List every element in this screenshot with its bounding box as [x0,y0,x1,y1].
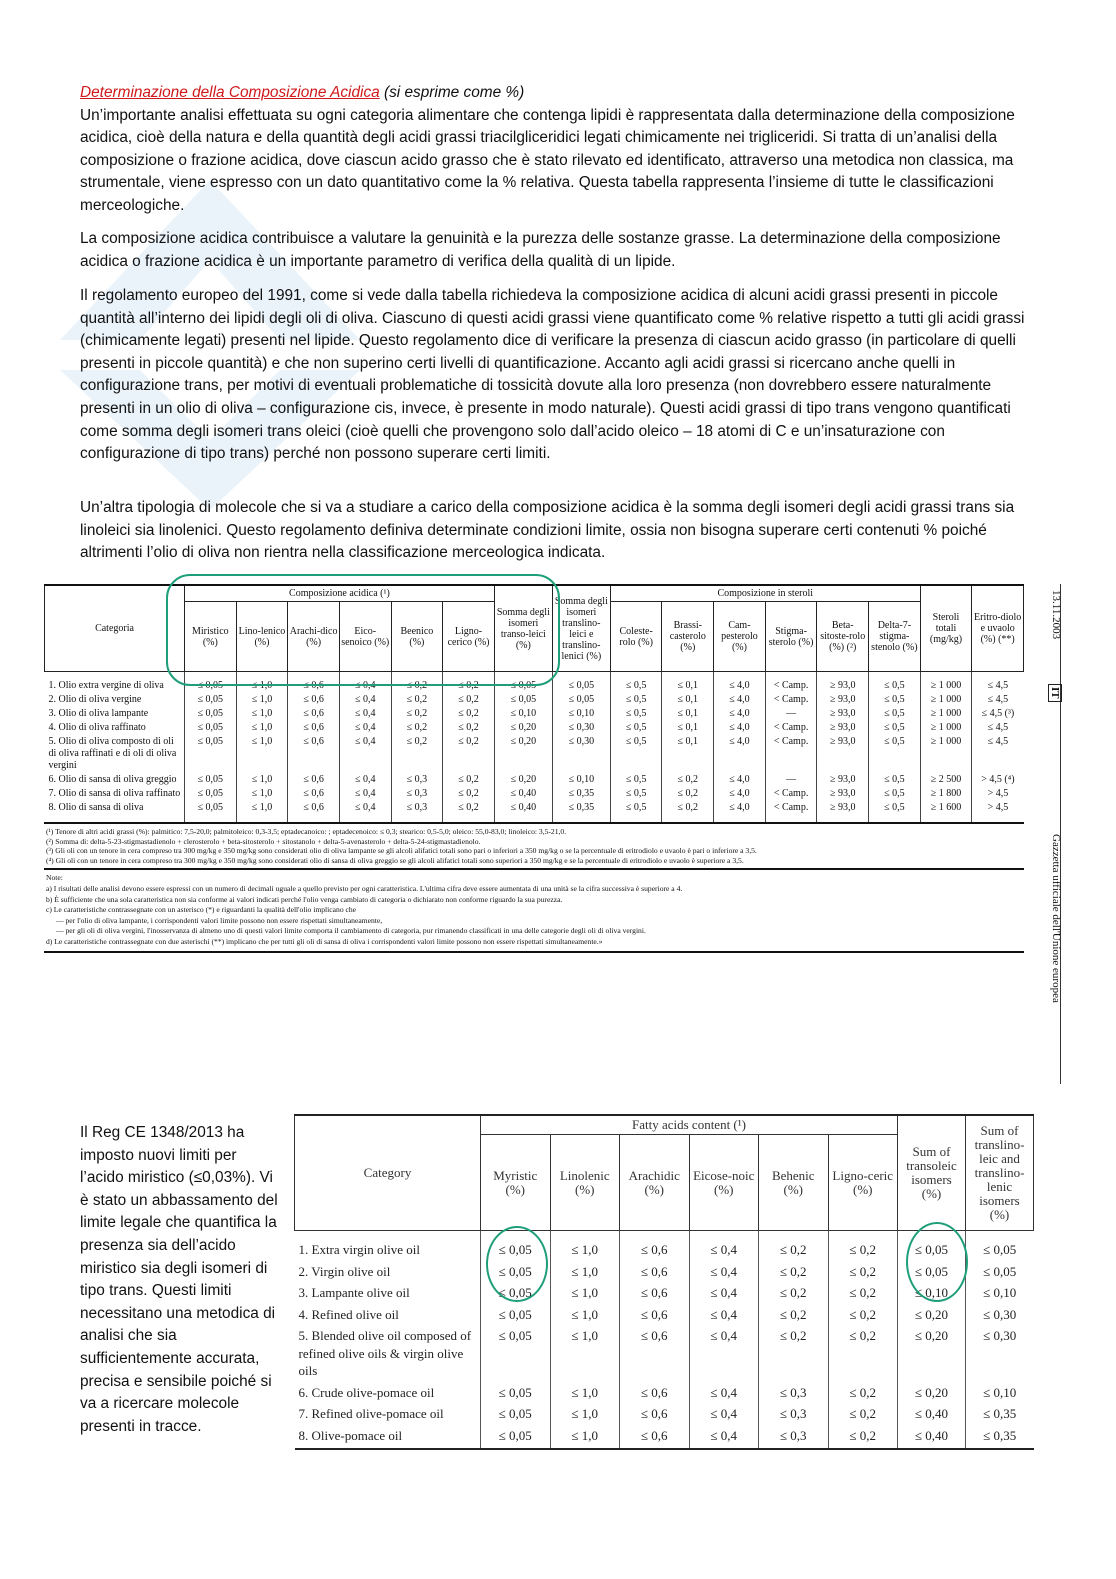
t1-sterols-group-header: Composizione in steroli [610,585,920,602]
t1-footnotes [44,822,1024,870]
side-journal: Gazzetta ufficiale dell'Unione europea [1050,834,1062,1003]
t1-cell: ≤ 4,5 (³) [972,707,1024,721]
t1-row-category: 3. Olio di oliva lampante [48,708,149,719]
t1-cell: ≤ 0,2 [662,801,714,822]
t2-row [295,1382,1034,1404]
t1-cell: < Camp. [765,787,817,801]
t1-cell: ≤ 0,5 [610,672,662,694]
t1-cell: ≤ 0,05 [552,672,610,694]
t2-cell: ≤ 0,2 [828,1282,898,1304]
t1-row [45,801,1024,822]
t2-category-header: Category [295,1115,481,1231]
t1-col-12: Beta-sitoste-rolo (%) (²) [817,602,869,672]
t1-row [45,693,1024,707]
t1-col-6: Somma degli isomeri transo-leici (%) [494,585,552,672]
t1-cell: ≤ 4,0 [714,801,766,822]
t2-cell: ≤ 0,20 [898,1382,966,1404]
t1-note: a) I risultati delle analisi devono essere espressi con un numero di decimali uguale a quello previsto per ogni caratteristica. L'ultima cifra deve essere aumentata di una unità se la cifra successiva è superiore a 4. [46,883,683,893]
paragraph-4-block [80,497,1030,572]
t2-cell: ≤ 0,4 [689,1403,759,1425]
highlight-circle-acid-group [166,574,560,686]
t1-cell: ≤ 0,1 [662,735,714,773]
t2-group-header: Fatty acids content (¹) [481,1115,898,1135]
t1-cell: ≤ 0,05 [494,693,552,707]
t1-category-header: Categoria [45,585,185,672]
t1-cell: ≤ 1,0 [236,721,288,735]
t1-cell: ≤ 4,5 [972,693,1024,707]
t1-cell: > 4,5 [972,787,1024,801]
t1-cell: ≤ 0,3 [391,773,443,787]
t1-acid-group-header: Composizione acidica (¹) [185,585,495,602]
t1-cell: — [765,707,817,721]
t1-cell: ≥ 93,0 [817,773,869,787]
t1-cell: ≤ 0,20 [494,735,552,773]
t1-row [45,735,1024,773]
t2-row-category: 2. Virgin olive oil [298,1263,391,1279]
t1-cell: ≤ 0,20 [494,721,552,735]
t1-cell: < Camp. [765,693,817,707]
t1-cell: ≤ 1,0 [236,707,288,721]
t1-cell: ≤ 0,5 [869,707,921,721]
t2-cell: ≤ 0,05 [898,1261,966,1283]
t2-cell: ≤ 0,6 [620,1325,690,1382]
t2-cell: ≤ 0,3 [759,1403,829,1425]
t1-row [45,773,1024,787]
t1-cell: ≤ 0,4 [339,787,391,801]
t1-cell: ≤ 0,05 [185,693,237,707]
t1-cell: ≤ 4,0 [714,672,766,694]
reg-2013-text: Il Reg CE 1348/2013 ha imposto nuovi limiti per l’acido miristico (≤0,03%). Vi è stato un abbassamento del limite legale che quantifica la presenza sia dell’acido miristico sia degli isomeri di tipo trans. Questi limiti necessitano una metodica di analisi che sia sufficientemente accurata, precisa e sensibile poiché si va a ricercare molecole presenti in tracce. [80,1124,278,1435]
t1-cell: ≤ 4,0 [714,693,766,707]
t1-cell: ≤ 0,5 [869,801,921,822]
t1-cell: ≤ 0,6 [288,735,340,773]
t2-cell: ≤ 1,0 [550,1382,620,1404]
t2-cell: ≤ 0,05 [481,1382,551,1404]
paragraph-3-block [80,285,1030,473]
t2-cell: ≤ 0,3 [759,1425,829,1450]
t2-cell: ≤ 0,05 [898,1231,966,1261]
t1-cell: ≤ 4,5 [972,735,1024,773]
t1-footnote: (³) Gli oli con un tenore in cera compreso tra 300 mg/kg e 350 mg/kg sono considerati olio di oliva lampante se gli alcoli alifatici totali sono pari o inferiori a 350 mg/kg o se la percentuale di eritrodiolo e uvaolo è pari o inferiore a 3,5. [46,846,757,856]
t2-cell: ≤ 0,6 [620,1282,690,1304]
t1-row [45,721,1024,735]
t2-cell: ≤ 0,35 [966,1425,1034,1450]
t1-cell: ≤ 4,5 [972,721,1024,735]
t2-col-7: Sum of translino-leic and translino-lenic isomers (%) [966,1115,1034,1231]
t1-cell: ≤ 4,0 [714,721,766,735]
t1-cell: ≤ 0,2 [443,721,495,735]
t2-cell: ≤ 0,30 [966,1325,1034,1382]
t2-cell: ≤ 0,6 [620,1425,690,1450]
t1-cell: < Camp. [765,801,817,822]
t1-row-category: 2. Olio di oliva vergine [48,694,142,705]
t1-cell: ≤ 1,0 [236,693,288,707]
t2-cell: ≤ 0,2 [759,1282,829,1304]
t1-row [45,707,1024,721]
paragraph-2: La composizione acidica contribuisce a valutare la genuinità e la purezza delle sostanze grasse. La determinazione della composizione acidica o frazione acidica è un importante parametro di verifica della qualità di un lipide. [80,230,1001,270]
t1-note: d) Le caratteristiche contrassegnate con due asterischi (**) implicano che per tutti gli oli di sansa di oliva i corrispondenti valori limite possono non essere rispettati simultaneamente.» [46,936,603,946]
t1-cell: ≤ 4,0 [714,773,766,787]
t1-row-category: 7. Olio di sansa di oliva raffinato [48,788,181,799]
t1-cell: ≤ 0,5 [610,693,662,707]
t1-cell: ≤ 0,05 [185,707,237,721]
t1-row [45,787,1024,801]
t1-col-14: Steroli totali (mg/kg) [920,585,972,672]
t2-cell: ≤ 0,2 [828,1325,898,1382]
t1-cell: ≤ 0,2 [391,707,443,721]
t1-cell: ≤ 1,0 [236,787,288,801]
t2-col-1: Linolenic (%) [550,1135,620,1231]
intro-text [80,82,1030,218]
t1-cell: ≤ 0,3 [391,787,443,801]
t1-cell: ≤ 0,05 [185,773,237,787]
t2-col-6: Sum of transoleic isomers (%) [898,1115,966,1231]
t2-row [295,1325,1034,1382]
t1-cell: ≥ 93,0 [817,707,869,721]
t2-cell: ≤ 0,35 [966,1403,1034,1425]
t1-cell: > 4,5 [972,801,1024,822]
t1-cell: ≤ 1,0 [236,801,288,822]
side-lang: IT [1048,684,1062,702]
t2-cell: ≤ 0,4 [689,1425,759,1450]
t2-cell: ≤ 1,0 [550,1403,620,1425]
t1-col-8: Coleste-rolo (%) [610,602,662,672]
t1-cell: ≥ 1 000 [920,672,972,694]
t2-cell: ≤ 0,05 [481,1304,551,1326]
t1-cell: ≤ 0,6 [288,801,340,822]
t2-row-category: 4. Refined olive oil [298,1306,399,1322]
t1-note: c) Le caratteristiche contrassegnate con un asterisco (*) e riguardanti la qualità dell'olio implicano che [46,905,357,915]
t2-cell: ≤ 0,05 [481,1403,551,1425]
t1-cell: ≤ 0,1 [662,672,714,694]
t1-cell: < Camp. [765,672,817,694]
t1-cell: ≥ 93,0 [817,787,869,801]
t1-col-9: Brassi-casterolo (%) [662,602,714,672]
t1-cell: ≥ 1 800 [920,787,972,801]
t1-col-13: Delta-7-stigma-stenolo (%) [869,602,921,672]
t1-cell: ≤ 0,05 [185,787,237,801]
t1-cell: ≤ 0,20 [494,773,552,787]
t1-cell: ≥ 1 000 [920,735,972,773]
t2-cell: ≤ 0,2 [759,1325,829,1382]
t2-cell: ≤ 0,2 [828,1403,898,1425]
t1-cell: ≤ 0,05 [185,735,237,773]
t2-col-5: Ligno-ceric (%) [828,1135,898,1231]
t1-cell: ≤ 0,2 [391,672,443,694]
t2-cell: ≤ 0,20 [898,1325,966,1382]
t1-cell: ≤ 0,6 [288,672,340,694]
t2-cell: ≤ 1,0 [550,1325,620,1382]
t2-cell: ≤ 0,2 [828,1382,898,1404]
t1-cell: ≤ 0,6 [288,773,340,787]
t1-col-3: Eico-senoico (%) [339,602,391,672]
t1-cell: ≥ 93,0 [817,801,869,822]
t2-cell: ≤ 0,2 [828,1304,898,1326]
t1-cell: ≤ 0,4 [339,672,391,694]
t1-cell: ≤ 0,05 [494,672,552,694]
t2-cell: ≤ 0,2 [759,1304,829,1326]
t1-cell: ≤ 0,6 [288,721,340,735]
t1-col-0: Miristico (%) [185,602,237,672]
t1-col-15: Eritro-diolo e uvaolo (%) (**) [972,585,1024,672]
t1-cell: ≤ 0,4 [339,721,391,735]
t2-cell: ≤ 0,2 [828,1425,898,1450]
t1-cell: ≤ 0,5 [869,773,921,787]
t1-cell: ≤ 0,40 [494,801,552,822]
t2-row [295,1304,1034,1326]
t2-col-0: Myristic (%) [481,1135,551,1231]
t1-cell: ≤ 0,5 [869,735,921,773]
t1-cell: ≤ 0,2 [443,693,495,707]
section-subtitle: (si esprime come %) [379,84,525,101]
t1-cell: ≤ 0,4 [339,735,391,773]
t2-cell: ≤ 0,05 [966,1231,1034,1261]
t1-row-category: 4. Olio di oliva raffinato [48,722,146,733]
t1-note: — per gli oli di oliva vergini, l'inosservanza di almeno uno di questi valori limite comporta il cambiamento di categoria, pur rimanendo classificati in una delle categorie degli oli di oliva vergini. [56,926,646,936]
side-date: 13.11.2003 [1050,590,1062,640]
t1-col-11: Stigma-sterolo (%) [765,602,817,672]
t1-cell: ≥ 93,0 [817,735,869,773]
t1-cell: ≤ 4,0 [714,735,766,773]
t1-cell: ≥ 1 000 [920,721,972,735]
t1-cell: ≤ 4,0 [714,787,766,801]
t1-footnote: (²) Somma di: delta-5-23-stigmastadienolo + clerosterolo + beta-sitosterolo + sitostanolo + delta-5-avenasterolo + delta-5-24-stigmastadienolo. [46,836,481,846]
t1-cell: > 4,5 (⁴) [972,773,1024,787]
t1-cell: ≤ 0,10 [552,773,610,787]
t2-cell: ≤ 1,0 [550,1231,620,1261]
t2-cell: ≤ 0,05 [481,1425,551,1450]
t1-cell: ≤ 0,2 [443,672,495,694]
t2-row-category: 3. Lampante olive oil [298,1285,410,1300]
t1-cell: ≤ 0,2 [391,693,443,707]
t1-cell: ≥ 2 500 [920,773,972,787]
t2-row-category: 5. Blended olive oil composed of refined olive oils & virgin olive oils [298,1328,472,1378]
t2-cell: ≤ 0,10 [966,1282,1034,1304]
t1-cell: ≤ 0,5 [869,672,921,694]
t2-cell: ≤ 0,4 [689,1382,759,1404]
paragraph-2-block [80,228,1030,280]
t2-cell: ≤ 0,4 [689,1304,759,1326]
t1-col-5: Ligno-cerico (%) [443,602,495,672]
t2-cell: ≤ 0,05 [481,1325,551,1382]
t1-cell: ≤ 0,2 [391,735,443,773]
t1-cell: ≤ 0,2 [662,787,714,801]
t1-cell: ≤ 0,6 [288,707,340,721]
t1-cell: — [765,773,817,787]
t1-cell: ≤ 0,2 [443,735,495,773]
t1-cell: ≤ 0,4 [339,773,391,787]
t1-cell: ≤ 0,30 [552,721,610,735]
t1-cell: ≤ 0,5 [610,787,662,801]
section-title: Determinazione della Composizione Acidica [80,84,380,101]
t2-cell: ≤ 0,10 [898,1282,966,1304]
t1-cell: ≤ 0,5 [869,693,921,707]
t1-cell: ≤ 0,5 [610,721,662,735]
t2-cell: ≤ 0,30 [966,1304,1034,1326]
t1-cell: ≤ 0,35 [552,787,610,801]
t1-cell: ≤ 0,5 [610,707,662,721]
t2-cell: ≤ 0,2 [759,1231,829,1261]
t1-cell: ≤ 0,5 [869,721,921,735]
t2-cell: ≤ 0,05 [481,1282,551,1304]
t1-cell: ≤ 0,4 [339,801,391,822]
t1-cell: ≤ 0,05 [185,672,237,694]
t1-row-category: 8. Olio di sansa di oliva [48,802,144,813]
t2-cell: ≤ 0,4 [689,1231,759,1261]
t1-cell: ≤ 0,05 [552,693,610,707]
t2-cell: ≤ 0,3 [759,1382,829,1404]
t1-cell: ≤ 0,40 [494,787,552,801]
t2-cell: ≤ 0,2 [828,1261,898,1283]
t1-cell: ≤ 0,2 [443,707,495,721]
t2-cell: ≤ 0,6 [620,1403,690,1425]
scanned-table-2013 [294,1114,1034,1499]
t2-row [295,1425,1034,1450]
t1-cell: ≥ 1 000 [920,693,972,707]
paragraph-1: Un’importante analisi effettuata su ogni categoria alimentare che contenga lipidi è rappresentata dalla determinazione della composizione acidica, cioè della natura e della quantità degli acidi grassi triacilgliceridici legati chimicamente nei trigliceridi. Si tratta di un’analisi della composizione o frazione acidica, dove ciascun acido grasso che è stato rilevato ed identificato, attraverso una metodica non classica, ma strumentale, viene espresso con un dato quantitativo come la % relativa. Questa tabella rappresenta l’insieme di tutte le classificazioni merceologiche. [80,106,1015,214]
t1-cell: ≤ 0,5 [869,787,921,801]
t1-col-10: Cam-pesterolo (%) [714,602,766,672]
t1-cell: ≥ 93,0 [817,693,869,707]
t2-cell: ≤ 0,6 [620,1231,690,1261]
paragraph-3: Il regolamento europeo del 1991, come si vede dalla tabella richiedeva la composizione acidica di alcuni acidi grassi presenti in piccole quantità all’interno dei lipidi degli oli di oliva. Ciascuno di questi acidi grassi viene quantificato come % relative rispetto a tutti gli acidi grassi (chimicamente legati) presenti nel lipide. Questo regolamento dice di verificare la presenza di ciascun acido grasso (in particolare di quelli presenti in piccole quantità) e che non superino certi livelli di quantificazione. Accanto agli acidi grassi si ricercano anche quelli in configurazione trans, per motivi di eventuali problematiche di tossicità dovute alla loro presenza (non dovrebbero essere naturalmente presenti in un olio di oliva – configurazione cis, invece, è presente in modo naturale). Questi acidi grassi di tipo trans vengono quantificati come somma degli isomeri trans oleici (cioè quelli che provengono solo dall’acido oleico – 18 atomi di C e un’insaturazione con configurazione di tipo trans) perché non possono superare certi limiti. [80,287,1025,463]
t1-cell: ≤ 0,1 [662,721,714,735]
t1-cell: ≤ 0,5 [610,773,662,787]
t2-row-category: 7. Refined olive-pomace oil [298,1406,444,1421]
t1-cell: ≤ 0,05 [185,721,237,735]
t1-cell: ≤ 0,35 [552,801,610,822]
t1-cell: < Camp. [765,735,817,773]
t2-cell: ≤ 0,6 [620,1261,690,1283]
t1-cell: ≤ 0,6 [288,787,340,801]
t1-cell: ≤ 0,2 [443,801,495,822]
t2-cell: ≤ 0,20 [898,1304,966,1326]
t2-cell: ≤ 1,0 [550,1261,620,1283]
t1-row-category: 6. Olio di sansa di oliva greggio [48,774,177,785]
t1-cell: ≤ 1,0 [236,672,288,694]
t2-cell: ≤ 0,05 [966,1261,1034,1283]
t2-cell: ≤ 1,0 [550,1282,620,1304]
t2-cell: ≤ 1,0 [550,1304,620,1326]
t2-cell: ≤ 0,4 [689,1325,759,1382]
t1-cell: ≤ 0,4 [339,693,391,707]
t1-cell: ≤ 0,6 [288,693,340,707]
t1-cell: ≤ 0,1 [662,707,714,721]
t2-col-4: Behenic (%) [759,1135,829,1231]
t2-cell: ≤ 0,6 [620,1382,690,1404]
t1-footnote: (⁴) Gli oli con un tenore in cera compreso tra 300 mg/kg e 350 mg/kg sono considerati olio di sansa di oliva greggio se gli alcoli alifatici totali sono superiori a 350 mg/kg e se la percentuale di eritrodiolo e uvaolo è superiore a 3,5. [46,855,744,865]
t2-row-category: 1. Extra virgin olive oil [298,1242,420,1257]
t2-cell: ≤ 0,10 [966,1382,1034,1404]
t1-cell: ≤ 0,2 [443,787,495,801]
t1-cell: ≤ 0,10 [552,707,610,721]
t1-cell: ≤ 1,0 [236,773,288,787]
t2-cell: ≤ 0,40 [898,1425,966,1450]
t2-col-3: Eicose-noic (%) [689,1135,759,1231]
t1-cell: ≤ 0,10 [494,707,552,721]
t1-cell: ≤ 0,3 [391,801,443,822]
journal-side-strip [1040,584,1070,1084]
t2-cell: ≤ 0,05 [481,1231,551,1261]
t2-cell: ≤ 0,4 [689,1261,759,1283]
t1-note: b) È sufficiente che una sola caratteristica non sia conforme ai valori indicati perché l'olio venga cambiato di categoria o dichiarato non conforme riguardo la sua purezza. [46,894,563,904]
t1-col-1: Lino-lenico (%) [236,602,288,672]
highlight-circle-myristic [486,1226,548,1302]
t1-col-7: Somma degli isomeri translino-leici e translino-lenici (%) [552,585,610,672]
t2-cell: ≤ 0,2 [759,1261,829,1283]
paragraph-4: Un’altra tipologia di molecole che si va a studiare a carico della composizione acidica è la somma degli isomeri degli acidi grassi trans sia linoleici sia linolenici. Questo regolamento definiva determinate condizioni limite, ossia non bisogna superare certi contenuti % poiché altrimenti l’olio di oliva non rientra nella classificazione merceologica indicata. [80,499,1015,562]
t1-cell: ≤ 0,2 [662,773,714,787]
t2-row-category: 8. Olive-pomace oil [295,1425,481,1450]
highlight-circle-transoleic [906,1222,968,1302]
t2-cell: ≤ 0,40 [898,1403,966,1425]
t1-cell: ≤ 0,4 [339,707,391,721]
t1-col-4: Beenico (%) [391,602,443,672]
t1-notes-title: Note: [46,873,63,883]
t1-row-category: 5. Olio di oliva composto di oli di oliva raffinati e di oli di oliva vergini [48,736,177,771]
t1-cell: ≤ 0,05 [185,801,237,822]
t1-notes [44,870,1024,952]
t1-cell: ≤ 4,0 [714,707,766,721]
t1-note: — per l'olio di oliva lampante, i corrispondenti valori limite possono non essere rispettati simultaneamente, [56,915,383,925]
t2-col-2: Arachidic (%) [620,1135,690,1231]
t2-row [295,1403,1034,1425]
t1-cell: ≤ 0,2 [391,721,443,735]
t1-cell: ≥ 93,0 [817,721,869,735]
t1-row-category: 1. Olio extra vergine di oliva [48,680,164,691]
t1-cell: ≤ 4,5 [972,672,1024,694]
t1-cell: ≤ 0,5 [610,801,662,822]
t1-cell: ≥ 1 600 [920,801,972,822]
t1-cell: ≥ 93,0 [817,672,869,694]
t2-cell: ≤ 0,05 [481,1261,551,1283]
t1-cell: ≤ 0,5 [610,735,662,773]
t1-cell: ≤ 0,2 [443,773,495,787]
t2-row-category: 6. Crude olive-pomace oil [298,1384,435,1400]
t1-cell: < Camp. [765,721,817,735]
t1-cell: ≥ 1 000 [920,707,972,721]
t2-cell: ≤ 0,2 [828,1231,898,1261]
t2-cell: ≤ 0,6 [620,1304,690,1326]
t2-cell: ≤ 0,4 [689,1282,759,1304]
t1-cell: ≤ 0,1 [662,693,714,707]
t1-col-2: Arachi-dico (%) [288,602,340,672]
t1-cell: ≤ 0,30 [552,735,610,773]
t1-cell: ≤ 1,0 [236,735,288,773]
t2-cell: ≤ 1,0 [550,1425,620,1450]
t1-footnote: (¹) Tenore di altri acidi grassi (%): palmitico: 7,5-20,0; palmitoleico: 0,3-3,5; eptadecanoico: ; eptadecenoico: ≤ 0,3; stearico: 0,5-5,0; oleico: 55,0-83,0; linoleico: 3,5-21,0. [46,827,567,836]
